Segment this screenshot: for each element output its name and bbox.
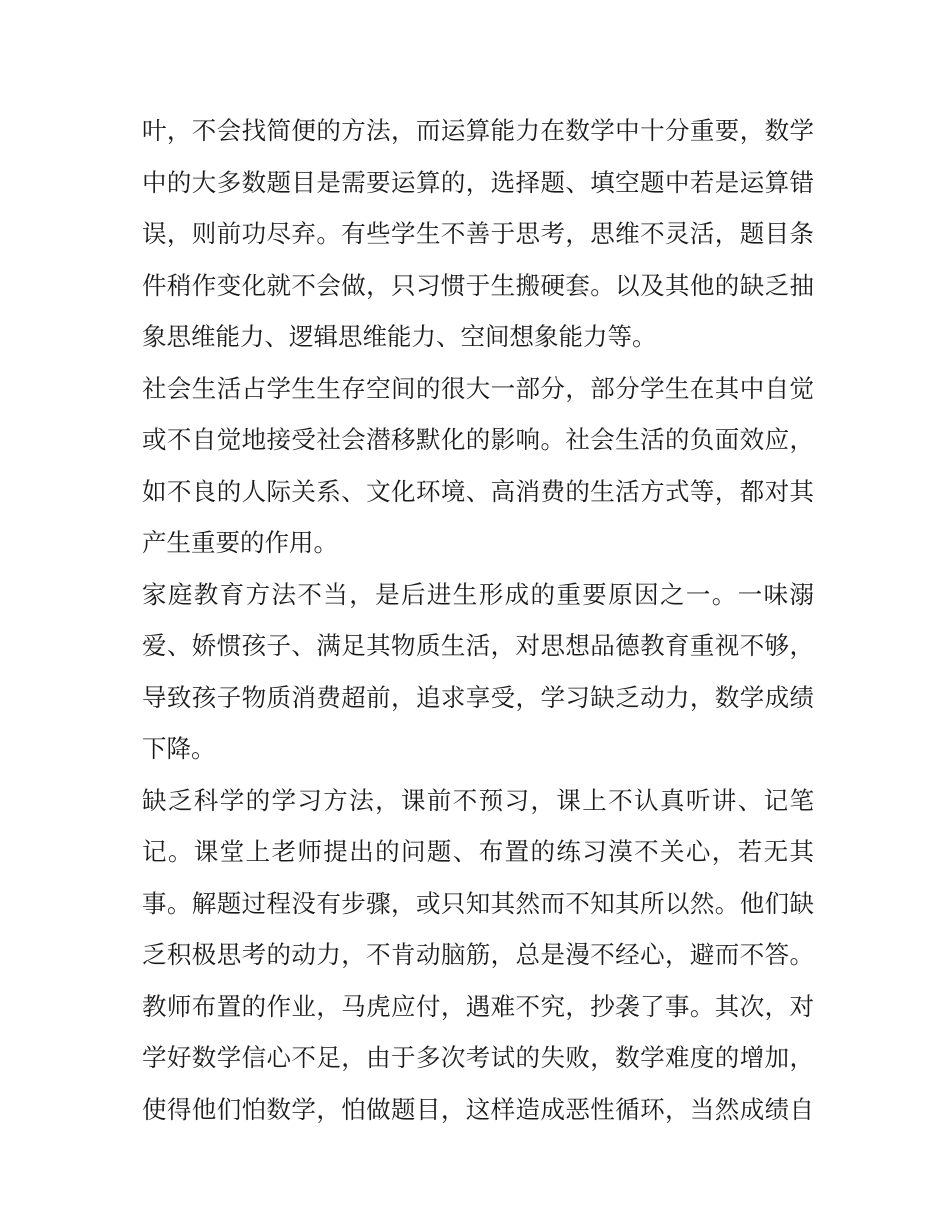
text-line: 产生重要的作用。	[142, 528, 338, 557]
text-line: 记。课堂上老师提出的问题、布置的练习漠不关心，若无其	[142, 837, 814, 866]
text-line: 乏积极思考的动力，不肯动脑筋，总是漫不经心，避而不答。	[142, 940, 814, 969]
text-line: 导致孩子物质消费超前，追求享受，学习缺乏动力，数学成绩	[142, 682, 814, 712]
text-line: 或不自觉地接受社会潜移默化的影响。社会生活的负面效应，	[142, 425, 814, 454]
text-line: 家庭教育方法不当，是后进生形成的重要原因之一。一味溺	[142, 579, 814, 609]
text-line: 下降。	[142, 734, 216, 763]
paragraph-4	[142, 775, 814, 1136]
paragraph-1	[142, 105, 814, 363]
text-line: 爱、娇惯孩子、满足其物质生活，对思想品德教育重视不够，	[142, 631, 814, 660]
text-line: 如不良的人际关系、文化环境、高消费的生活方式等，都对其	[142, 476, 814, 506]
text-line: 缺乏科学的学习方法，课前不预习，课上不认真听讲、记笔	[142, 785, 814, 815]
paragraph-3	[142, 569, 814, 775]
text-line: 社会生活占学生生存空间的很大一部分，部分学生在其中自觉	[142, 373, 814, 403]
text-line: 事。解题过程没有步骤，或只知其然而不知其所以然。他们缺	[142, 888, 814, 918]
text-line: 叶，不会找简便的方法，而运算能力在数学中十分重要，数学	[142, 116, 814, 145]
text-line: 教师布置的作业，马虎应付，遇难不究，抄袭了事。其次，对	[142, 991, 814, 1021]
text-line: 件稍作变化就不会做，只习惯于生搬硬套。以及其他的缺乏抽	[142, 270, 814, 300]
text-line: 中的大多数题目是需要运算的，选择题、填空题中若是运算错	[142, 167, 814, 197]
text-line: 使得他们怕数学，怕做题目，这样造成恶性循环，当然成绩自	[142, 1094, 814, 1124]
text-line: 象思维能力、逻辑思维能力、空间想象能力等。	[142, 322, 657, 351]
paragraph-2	[142, 363, 814, 569]
document-body	[142, 105, 814, 1135]
text-line: 学好数学信心不足，由于多次考试的失败，数学难度的增加，	[142, 1043, 814, 1072]
text-line: 误，则前功尽弃。有些学生不善于思考，思维不灵活，题目条	[142, 219, 814, 248]
